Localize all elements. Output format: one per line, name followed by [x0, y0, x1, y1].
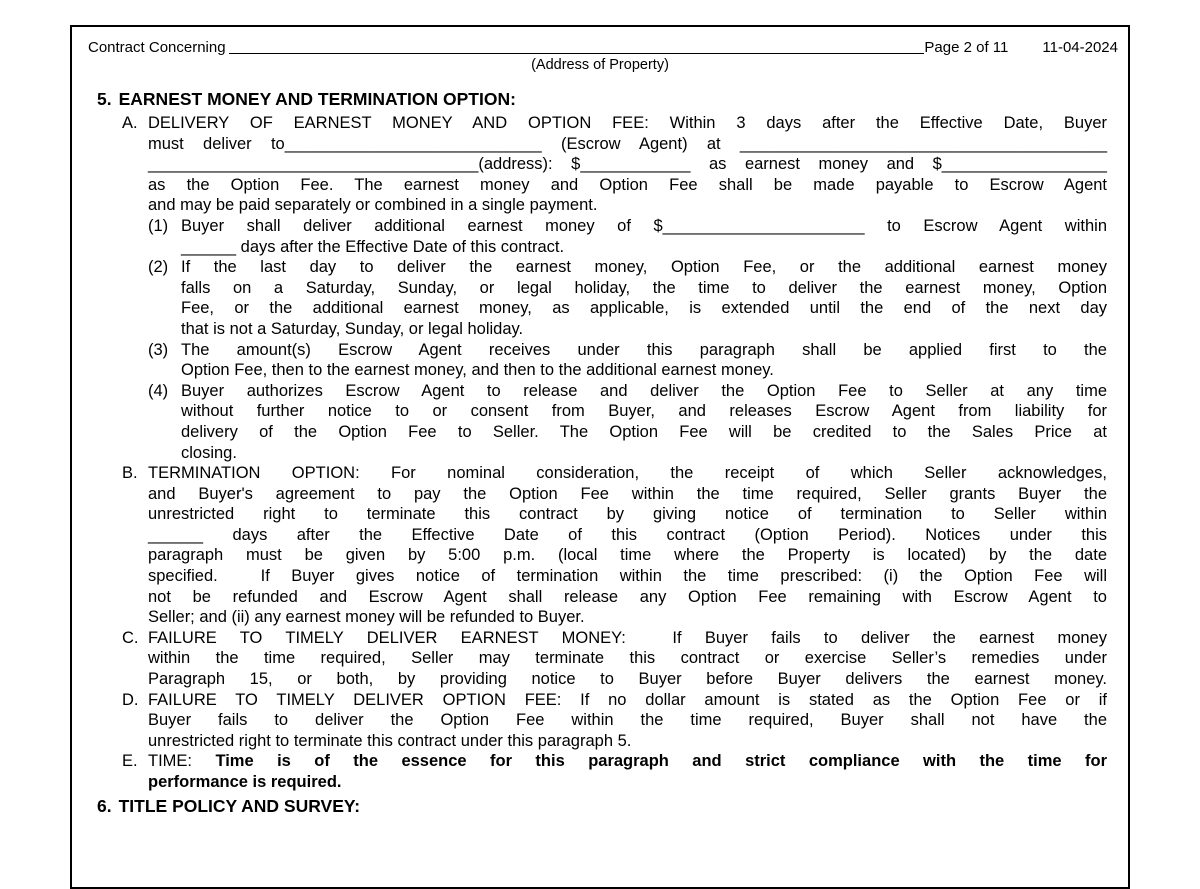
- item-text: [181, 381, 1107, 463]
- item-text: [148, 463, 1107, 628]
- text-line: ____________________________________(address): $____________ as earnest money and $__________________: [148, 155, 1107, 174]
- text-line: Paragraph 15, or both, by providing notice to Buyer before Buyer delivers the earnest money.: [148, 670, 1107, 689]
- item-label: D.: [122, 690, 139, 709]
- text-line: without further notice to or consent from Buyer, and releases Escrow Agent from liability for: [181, 402, 1107, 421]
- text-line: Buyer fails to deliver the Option Fee within the time required, Buyer shall not have the: [148, 711, 1107, 730]
- contract-item-B: [122, 463, 1107, 628]
- text-line: [148, 751, 1107, 772]
- text-line: unrestricted right to terminate this contract by giving notice of termination to Seller within: [148, 505, 1107, 524]
- item-text: [148, 690, 1107, 752]
- item-label: (1): [148, 216, 169, 235]
- section-6-heading: [97, 795, 1107, 817]
- page-header: [88, 38, 1118, 57]
- contract-item-1: [148, 216, 1107, 257]
- contract-item-3: [148, 340, 1107, 381]
- address-blank-line: [229, 53, 925, 54]
- text-line: FAILURE TO TIMELY DELIVER EARNEST MONEY: If Buyer fails to deliver the earnest money: [148, 628, 1107, 647]
- text-line: and Buyer's agreement to pay the Option Fee within the time required, Seller grants Buyer the: [148, 484, 1107, 503]
- item-label: B.: [122, 464, 138, 483]
- item-label: C.: [122, 628, 139, 647]
- item-text: [181, 257, 1107, 339]
- text-line: must deliver to____________________________ (Escrow Agent) at ________________________________________: [148, 134, 1107, 153]
- next-section-title: TITLE POLICY AND SURVEY:: [118, 795, 361, 816]
- text-line: as the Option Fee. The earnest money and Option Fee shall be made payable to Escrow Agent: [148, 175, 1107, 194]
- item-text: [181, 340, 1107, 381]
- item-label: (3): [148, 340, 169, 359]
- address-caption: (Address of Property): [531, 57, 669, 73]
- contract-concerning-label: Contract Concerning: [88, 39, 226, 56]
- contract-item-D: [122, 690, 1107, 752]
- text-line: Option Fee, then to the earnest money, and then to the additional earnest money.: [181, 361, 774, 380]
- text-line: delivery of the Option Fee to Seller. The Option Fee will be credited to the Sales Price at: [181, 422, 1107, 441]
- text-line: Fee, or the additional earnest money, as applicable, is extended until the end of the next day: [181, 299, 1107, 318]
- item-label: A.: [122, 114, 138, 132]
- next-section-number: 6.: [97, 795, 112, 816]
- section-title: EARNEST MONEY AND TERMINATION OPTION:: [118, 89, 516, 109]
- section-5-heading: [97, 88, 1107, 110]
- bold-text-run: performance is required.: [148, 773, 342, 791]
- contract-item-A: [122, 113, 1107, 216]
- contract-item-2: [148, 257, 1107, 339]
- text-line: paragraph must be given by 5:00 p.m. (local time where the Property is located) by the date: [148, 546, 1107, 565]
- item-text: [181, 216, 1107, 257]
- text-line: ______ days after the Effective Date of this contract.: [181, 237, 565, 256]
- text-line: not be refunded and Escrow Agent shall release any Option Fee remaining with Escrow Agent to: [148, 587, 1107, 606]
- text-line: and may be paid separately or combined in a single payment.: [148, 196, 598, 215]
- text-line: unrestricted right to terminate this contract under this paragraph 5.: [148, 731, 632, 750]
- item-text: [148, 113, 1107, 216]
- text-run: TIME:: [148, 752, 216, 771]
- contract-item-4: [148, 381, 1107, 463]
- section-number: 5.: [97, 89, 112, 109]
- contract-item-E: [122, 751, 1107, 792]
- item-text: [148, 628, 1107, 690]
- contract-item-C: [122, 628, 1107, 690]
- text-line: Buyer authorizes Escrow Agent to release and deliver the Option Fee to Seller at any time: [181, 381, 1107, 400]
- text-line: TERMINATION OPTION: For nominal consideration, the receipt of which Seller acknowledges,: [148, 464, 1107, 483]
- item-label: E.: [122, 752, 138, 771]
- text-line: [148, 772, 1107, 793]
- text-line: FAILURE TO TIMELY DELIVER OPTION FEE: If no dollar amount is stated as the Option Fee or if: [148, 690, 1107, 709]
- text-line: falls on a Saturday, Sunday, or legal holiday, the time to deliver the earnest money, Option: [181, 278, 1107, 297]
- text-line: within the time required, Seller may terminate this contract or exercise Seller’s remedies under: [148, 649, 1107, 668]
- text-line: that is not a Saturday, Sunday, or legal holiday.: [181, 319, 524, 338]
- header-date: 11-04-2024: [1042, 39, 1118, 56]
- text-line: The amount(s) Escrow Agent receives under this paragraph shall be applied first to the: [181, 340, 1107, 359]
- text-line: Buyer shall deliver additional earnest money of $______________________ to Escrow Agent within: [181, 216, 1107, 235]
- text-line: If the last day to deliver the earnest money, Option Fee, or the additional earnest money: [181, 258, 1107, 277]
- item-label: (2): [148, 258, 169, 277]
- bold-text-run: Time is of the essence for this paragraph and strict compliance with the time for: [215, 752, 1107, 771]
- page-number: Page 2 of 11: [924, 39, 1009, 56]
- item-text: [148, 751, 1107, 792]
- contract-body: [97, 88, 1107, 817]
- text-line: specified. If Buyer gives notice of termination within the time prescribed: (i) the Option Fee will: [148, 567, 1107, 586]
- page-frame: [70, 25, 1130, 889]
- item-label: (4): [148, 381, 169, 400]
- text-line: Seller; and (ii) any earnest money will be refunded to Buyer.: [148, 608, 585, 627]
- section-items: [97, 113, 1107, 793]
- text-line: ______ days after the Effective Date of this contract (Option Period). Notices under this: [148, 525, 1107, 544]
- text-line: DELIVERY OF EARNEST MONEY AND OPTION FEE: Within 3 days after the Effective Date, Buyer: [148, 114, 1107, 132]
- text-line: closing.: [181, 443, 237, 462]
